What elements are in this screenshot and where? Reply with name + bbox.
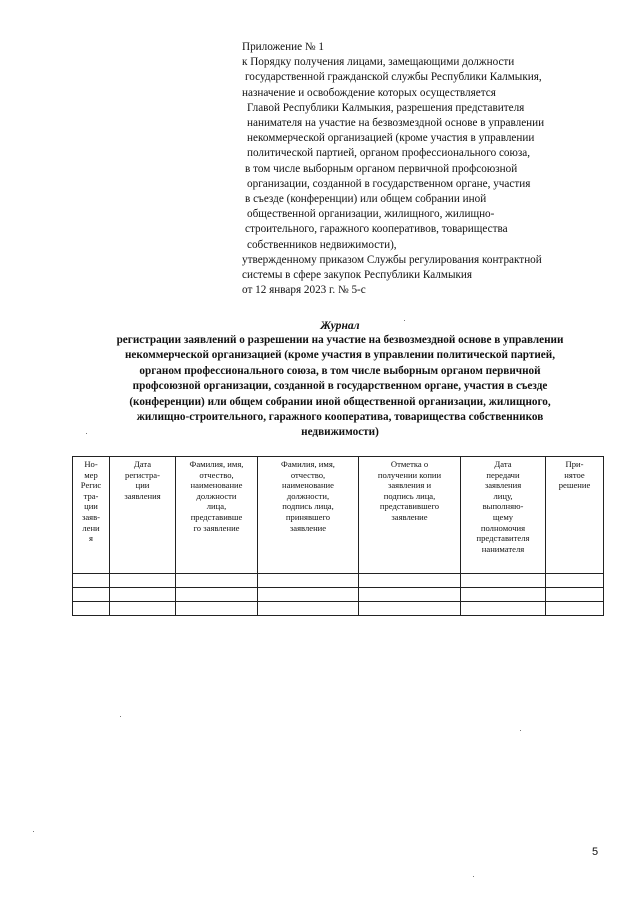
scan-speck bbox=[520, 730, 521, 731]
table-cell bbox=[546, 602, 604, 616]
table-cell bbox=[461, 574, 546, 588]
appendix-line: от 12 января 2023 г. № 5-с bbox=[242, 284, 366, 297]
table-header-row bbox=[73, 457, 604, 574]
table-cell bbox=[359, 588, 461, 602]
table-cell bbox=[176, 574, 258, 588]
table-cell bbox=[258, 588, 359, 602]
table-cell bbox=[258, 574, 359, 588]
table-cell bbox=[546, 574, 604, 588]
journal-subtitle-line: жилищно-строительного, гаражного кооператива, товарищества собственников bbox=[136, 411, 544, 424]
appendix-line: системы в сфере закупок Республики Калмыкия bbox=[242, 269, 473, 282]
table-cell bbox=[176, 602, 258, 616]
table-row bbox=[73, 602, 604, 616]
appendix-line: в съезде (конференции) или общем собрании иной bbox=[245, 193, 487, 206]
header-decision: При- нятое решение bbox=[546, 457, 604, 574]
journal-subtitle-line: (конференции) или общем собрании иной общественной организации, жилищного, bbox=[129, 395, 551, 408]
table-row bbox=[73, 574, 604, 588]
appendix-line: назначение и освобождение которых осуществляется bbox=[242, 86, 496, 99]
scan-speck bbox=[120, 716, 121, 717]
appendix-line: в том числе выборным органом первичной профсоюзной bbox=[245, 162, 518, 175]
scan-speck bbox=[33, 831, 34, 832]
journal-subtitle-line: недвижимости) bbox=[301, 426, 379, 439]
header-registration-number: Но- мер Регис тра- ции заяв- лени я bbox=[73, 457, 110, 574]
table-cell bbox=[73, 574, 110, 588]
table-cell bbox=[110, 588, 176, 602]
appendix-line: некоммерческой организацией (кроме участия в управлении bbox=[247, 132, 535, 145]
journal-title: Журнал bbox=[320, 319, 360, 332]
page-number: 5 bbox=[592, 846, 599, 858]
table-cell bbox=[110, 602, 176, 616]
table-cell bbox=[461, 602, 546, 616]
appendix-line: политической партией, органом профессионального союза, bbox=[247, 147, 531, 160]
journal-subtitle-line: некоммерческой организацией (кроме участия в управлении политической партией, bbox=[124, 349, 556, 362]
journal-subtitle-line: органом профессионального союза, в том числе выборным органом первичной bbox=[139, 364, 541, 377]
table-cell bbox=[110, 574, 176, 588]
table-cell bbox=[461, 588, 546, 602]
appendix-line: утвержденному приказом Службы регулирования контрактной bbox=[242, 253, 542, 266]
header-registration-date: Дата регистра- ции заявления bbox=[110, 457, 176, 574]
header-transfer-date: Дата передачи заявления лицу, выполняю- щему полномочия представителя нанимателя bbox=[461, 457, 546, 574]
registration-journal-table bbox=[72, 456, 604, 616]
appendix-line: собственников недвижимости), bbox=[247, 238, 397, 251]
appendix-line: государственной гражданской службы Республики Калмыкия, bbox=[245, 71, 542, 84]
journal-subtitle-line: регистрации заявлений о разрешении на участие на безвозмездной основе в управлении bbox=[116, 334, 564, 346]
appendix-line: строительного, гаражного кооперативов, товарищества bbox=[245, 223, 508, 236]
scan-speck bbox=[404, 320, 405, 321]
appendix-line: общественной организации, жилищного, жилищно- bbox=[247, 208, 495, 221]
table-body bbox=[73, 574, 604, 616]
appendix-line: к Порядку получения лицами, замещающими должности bbox=[242, 56, 515, 69]
table-cell bbox=[73, 602, 110, 616]
appendix-line: организации, созданной в государственном органе, участия bbox=[247, 177, 531, 190]
table-cell bbox=[359, 602, 461, 616]
appendix-line: Главой Республики Калмыкия, разрешения представителя bbox=[247, 101, 525, 114]
journal-subtitle bbox=[62, 333, 618, 441]
appendix-line: нанимателя на участие на безвозмездной основе в управлении bbox=[247, 117, 545, 130]
journal-subtitle-line: профсоюзной организации, созданной в государственном органе, участия в съезде bbox=[132, 380, 548, 393]
scan-speck bbox=[86, 433, 87, 434]
table-cell bbox=[258, 602, 359, 616]
table-cell bbox=[546, 588, 604, 602]
appendix-line: Приложение № 1 bbox=[242, 41, 324, 53]
table-cell bbox=[73, 588, 110, 602]
scan-speck bbox=[473, 876, 474, 877]
header-copy-receipt-mark: Отметка о получении копии заявления и подпись лица, представившего заявление bbox=[359, 457, 461, 574]
table-cell bbox=[359, 574, 461, 588]
header-applicant-name: Фамилия, имя, отчество, наименование должности лица, представивше го заявление bbox=[176, 457, 258, 574]
table-cell bbox=[176, 588, 258, 602]
table-row bbox=[73, 588, 604, 602]
appendix-block bbox=[242, 40, 604, 298]
header-receiver-name: Фамилия, имя, отчество, наименование должности, подпись лица, принявшего заявление bbox=[258, 457, 359, 574]
